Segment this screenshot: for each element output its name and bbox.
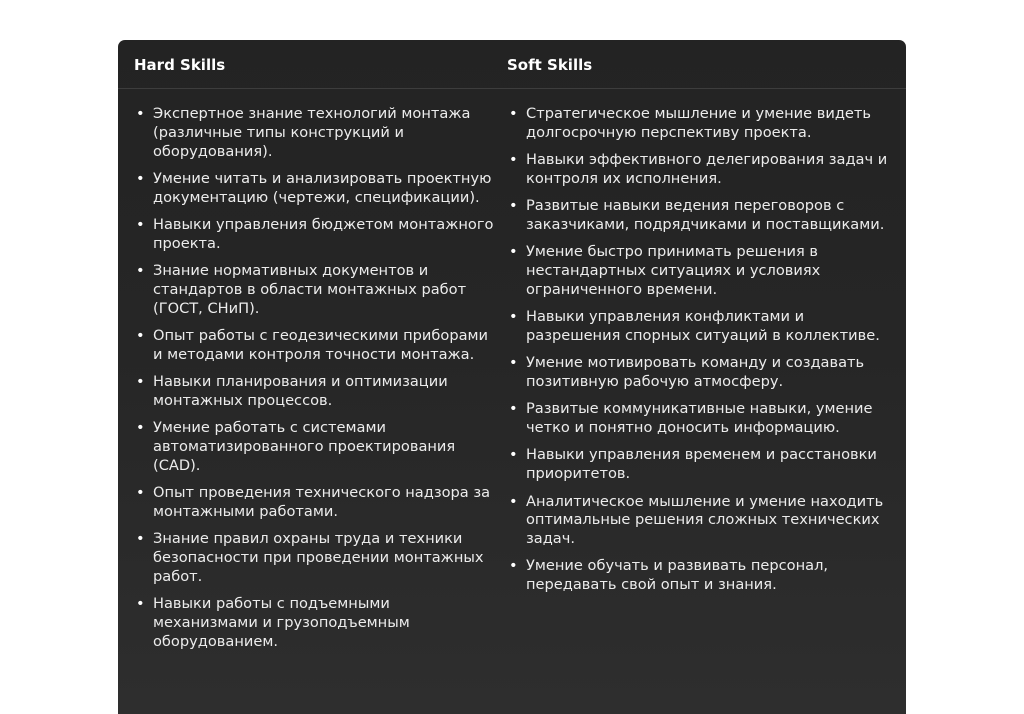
skills-table (118, 40, 906, 714)
bullet-icon: • (509, 105, 518, 122)
bullet-icon: • (509, 354, 518, 372)
soft-skills-title: Soft Skills (507, 56, 593, 74)
list-item (508, 197, 888, 235)
list-item-text: Навыки эффективного делегирования задач и контроля их исполнения. (526, 151, 888, 187)
list-item (508, 493, 888, 549)
bullet-icon: • (509, 151, 518, 169)
list-item (135, 484, 497, 522)
hard-skills-list (135, 105, 497, 660)
list-item (135, 262, 497, 318)
bullet-icon: • (509, 400, 518, 418)
list-item (135, 105, 497, 161)
list-item-text: Развитые коммуникативные навыки, умение четко и понятно доносить информацию. (526, 400, 873, 437)
list-item (508, 105, 888, 143)
bullet-icon: • (136, 419, 145, 437)
list-item (508, 446, 888, 484)
bullet-icon: • (136, 215, 145, 233)
list-item (135, 216, 497, 254)
list-item-text: Навыки планирования и оптимизации монтажных процессов. (153, 373, 448, 409)
list-item-text: Опыт работы с геодезическими приборами и методами контроля точности монтажа. (153, 326, 489, 363)
bullet-icon: • (136, 326, 145, 344)
bullet-icon: • (136, 484, 145, 502)
list-item (508, 557, 888, 595)
list-item-text: Умение работать с системами автоматизированного проектирования (CAD). (153, 419, 456, 474)
list-item (135, 373, 497, 411)
list-item-text: Умение мотивировать команду и создавать позитивную рабочую атмосферу. (526, 354, 865, 391)
bullet-icon: • (509, 557, 518, 575)
list-item (508, 151, 888, 189)
soft-skills-list (508, 105, 888, 604)
list-item (135, 595, 497, 651)
list-item-text: Знание правил охраны труда и техники безопасности при проведении монтажных работ. (153, 530, 484, 585)
list-item-text: Навыки управления бюджетом монтажного проекта. (153, 215, 494, 252)
list-item-text: Умение быстро принимать решения в нестандартных ситуациях и условиях ограниченного времени. (526, 243, 821, 298)
bullet-icon: • (509, 492, 518, 510)
list-item (135, 170, 497, 208)
list-item-text: Развитые навыки ведения переговоров с заказчиками, подрядчиками и поставщиками. (526, 197, 885, 233)
list-item (508, 354, 888, 392)
bullet-icon: • (509, 197, 518, 215)
list-item-text: Экспертное знание технологий монтажа (различные типы конструкций и оборудования). (153, 105, 471, 160)
list-item (135, 327, 497, 365)
list-item-text: Стратегическое мышление и умение видеть долгосрочную перспективу проекта. (526, 105, 871, 141)
bullet-icon: • (136, 373, 145, 391)
list-item-text: Навыки управления временем и расстановки приоритетов. (526, 446, 877, 483)
bullet-icon: • (136, 262, 145, 280)
list-item-text: Опыт проведения технического надзора за монтажными работами. (153, 484, 491, 520)
list-item (508, 308, 888, 346)
list-item-text: Навыки управления конфликтами и разрешения спорных ситуаций в коллективе. (526, 308, 880, 344)
bullet-icon: • (136, 595, 145, 613)
list-item-text: Умение читать и анализировать проектную документацию (чертежи, спецификации). (153, 169, 492, 206)
list-item-text: Навыки работы с подъемными механизмами и грузоподъемным оборудованием. (153, 595, 410, 650)
bullet-icon: • (509, 243, 518, 261)
bullet-icon: • (136, 169, 145, 187)
bullet-icon: • (136, 105, 145, 122)
list-item-text: Умение обучать и развивать персонал, передавать свой опыт и знания. (526, 557, 829, 594)
list-item (508, 243, 888, 299)
bullet-icon: • (509, 446, 518, 464)
list-item (135, 419, 497, 475)
bullet-icon: • (509, 308, 518, 326)
table-header (118, 40, 906, 89)
bullet-icon: • (136, 530, 145, 548)
list-item-text: Знание нормативных документов и стандартов в области монтажных работ (ГОСТ, СНиП). (153, 262, 467, 317)
list-item (135, 530, 497, 586)
list-item (508, 400, 888, 438)
hard-skills-title: Hard Skills (134, 56, 226, 74)
list-item-text: Аналитическое мышление и умение находить оптимальные решения сложных технических задач. (526, 492, 884, 548)
